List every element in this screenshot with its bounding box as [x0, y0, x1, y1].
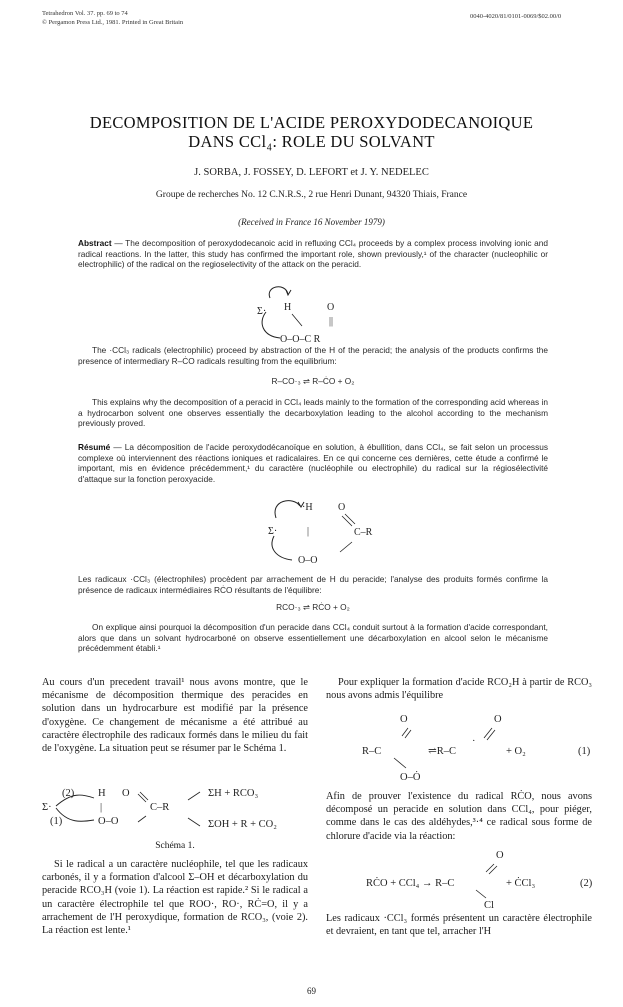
resume-equilibrium: RCO·₃ ⇌ RĊO + O₂ — [276, 602, 350, 612]
resume-paragraph-3: On explique ainsi pourquoi la décomposition d'un peracide dans CCl₄ conduit surtout à la formation d'acide correspondant, alors que dans un solvant hydrocarboné on observe essentiellement une décarboxylation en alcool selon le mécanisme précédemment établi.¹ — [78, 622, 548, 654]
schema-product-bottom: ΣOH + R + CO₂ — [208, 819, 277, 830]
title-line-2: DANS CCl₄: ROLE DU SOLVANT — [188, 132, 435, 151]
svg-text:O–Ȯ: O–Ȯ — [400, 772, 421, 783]
svg-text:||: || — [329, 316, 334, 327]
svg-text:H: H — [284, 302, 292, 313]
svg-text:R–C: R–C — [362, 746, 382, 757]
schema-1-caption: Schéma 1. — [155, 841, 195, 851]
schema-label-2: (2) — [62, 788, 75, 799]
journal-code: 0040-4020/81/0101-0069/$02.00/0 — [470, 13, 562, 20]
equation-2-left: RĊO + CCl₄ → R–C — [366, 878, 455, 889]
svg-text:·H: ·H — [302, 502, 313, 513]
resume-structure-diagram — [258, 492, 398, 572]
publisher-line: © Pergamon Press Ltd., 1981. Printed in Great Britain — [42, 19, 184, 26]
journal-line: Tetrahedron Vol. 37. pp. 69 to 74 — [42, 10, 128, 17]
svg-text:O–O: O–O — [298, 555, 318, 566]
schema-c-r: C–R — [150, 802, 170, 813]
abstract-paragraph-3: This explains why the decomposition of a peracid in CCl₄ leads mainly to the formation of the corresponding acid whereas in a hydrocarbon solvent one observes essentially the decarboxylation leading to the alcohol according to the mechanism previously proved. — [78, 397, 548, 429]
svg-text:C–R: C–R — [354, 527, 373, 538]
resume-label: Résumé — [78, 442, 111, 452]
right-paragraph-2: Afin de prouver l'existence du radical RĊO, nous avons décomposé un peracide en solution dans CCl₄, pour piéger, comme dans le cas des aldéhydes,³·⁴ ce radical sous forme de chlorure d'acide via la réaction: — [326, 791, 592, 842]
schema-oo: O–O — [98, 816, 119, 827]
affiliation: Groupe de recherches No. 12 C.N.R.S., 2 rue Henri Dunant, 94320 Thiais, France — [155, 190, 468, 200]
page-number: 69 — [307, 986, 316, 996]
equation-1 — [326, 708, 596, 788]
schema-o-top: O — [122, 788, 130, 799]
equation-2 — [326, 844, 596, 910]
abstract-structure-diagram — [240, 284, 370, 344]
svg-text:O–O–C R: O–O–C R — [280, 334, 321, 345]
svg-text:|: | — [307, 526, 310, 537]
equation-2-number: (2) — [580, 878, 593, 889]
abstract-paragraph-1: Abstract — The decomposition of peroxydodecanoic acid in refluxing CCl₄ proceeds by a complex process involving ionic and radical reactions. In the latter, this study has confirmed the important role, shown previously,¹ of the character (nucleophilic or electrophilic) of the radical on the regioselectivity of the attack on the peracid. — [78, 238, 548, 270]
title-line-1: DECOMPOSITION DE L'ACIDE PEROXYDODECANOIQUE — [89, 113, 534, 132]
right-paragraph-3: Les radicaux ·CCl₃ formés présentent un caractère électrophile et devraient, en tant que tel, arracher l'H — [326, 913, 592, 938]
schema-label-1: (1) — [50, 816, 63, 827]
resume-paragraph-1: Résumé — La décomposition de l'acide peroxydodécanoïque en solution, à ébullition, dans CCl₄, se fait selon un processus complexe où interviennent des réactions ioniques et radicalaires. En ce qui concerne ces dernières, cette étude a confirmé le important, mis en évidence précédemment,¹ du caractère (nucléophile ou electrophile) du radical sur la régiosélectivité d'attaque sur la fonction peroxyacide. — [78, 442, 548, 484]
equation-2-right: + ĊCl₃ — [506, 878, 536, 889]
svg-text:|: | — [100, 802, 103, 813]
schema-1-diagram — [42, 782, 312, 842]
svg-text:+ O₂: + O₂ — [506, 746, 526, 757]
svg-text:Σ·: Σ· — [268, 526, 278, 537]
equation-1-number: (1) — [578, 746, 591, 757]
resume-paragraph-2: Les radicaux ·CCl₃ (électrophiles) procèdent par arrachement de H du peracide; l'analyse des produits formés confirme la présence de radicaux intermédiaires RĊO résultants de l'équilibre: — [78, 574, 548, 595]
abstract-paragraph-2: The ·CCl₃ radicals (electrophilic) proceed by abstraction of the H of the peracid; the analysis of the products confirms the presence of intermediary R–ĊO radicals resulting from the equilibrium: — [78, 345, 548, 366]
left-paragraph-1: Au cours d'un precedent travail¹ nous avons montre, que le mécanisme de décomposition thermique des peracides en solution dans un hydrocarbure est modifié par la présence d'oxygène. Ce changement de mécanisme a été attribué au caractère électrophile des radicaux formés dans le milieu du fait de l'oxygène. La situation peut se résumer par le Schéma 1. — [42, 677, 308, 755]
svg-text:·: · — [472, 736, 476, 747]
svg-text:Σ·: Σ· — [257, 306, 267, 317]
svg-text:O: O — [496, 850, 504, 861]
left-paragraph-2: Si le radical a un caractère nucléophile, tel que les radicaux carbonés, il y a formation d'alcool Σ–OH et décarboxylation du peracide RCO₃H (voie 1). La réaction est rapide.² Si le radical a un caractère électrophile tel que ROO·, RO·, RĊ=O, il y a arrachement de l'H peroxydique, formation de RCO₃, (voie 2). La réaction est lente.¹ — [42, 859, 308, 937]
schema-sigma: Σ· — [42, 802, 52, 813]
right-paragraph-1: Pour expliquer la formation d'acide RCO₂H à partir de RCO₃ nous avons admis l'équilibre — [326, 677, 592, 702]
svg-text:⇌R–C: ⇌R–C — [428, 746, 457, 757]
svg-text:O: O — [400, 714, 408, 725]
svg-text:O: O — [338, 502, 346, 513]
svg-text:Cl: Cl — [484, 900, 494, 911]
schema-h: H — [98, 788, 106, 799]
svg-text:O: O — [494, 714, 502, 725]
abstract-equilibrium: R–CO·₃ ⇌ R–ĊO + O₂ — [271, 376, 355, 386]
schema-product-top: ΣH + RCO₃ — [208, 788, 259, 799]
authors: J. SORBA, J. FOSSEY, D. LEFORT et J. Y. NEDELEC — [194, 167, 429, 178]
svg-text:O: O — [327, 302, 335, 313]
received-date: (Received in France 16 November 1979) — [238, 217, 385, 227]
abstract-label: Abstract — [78, 238, 112, 248]
